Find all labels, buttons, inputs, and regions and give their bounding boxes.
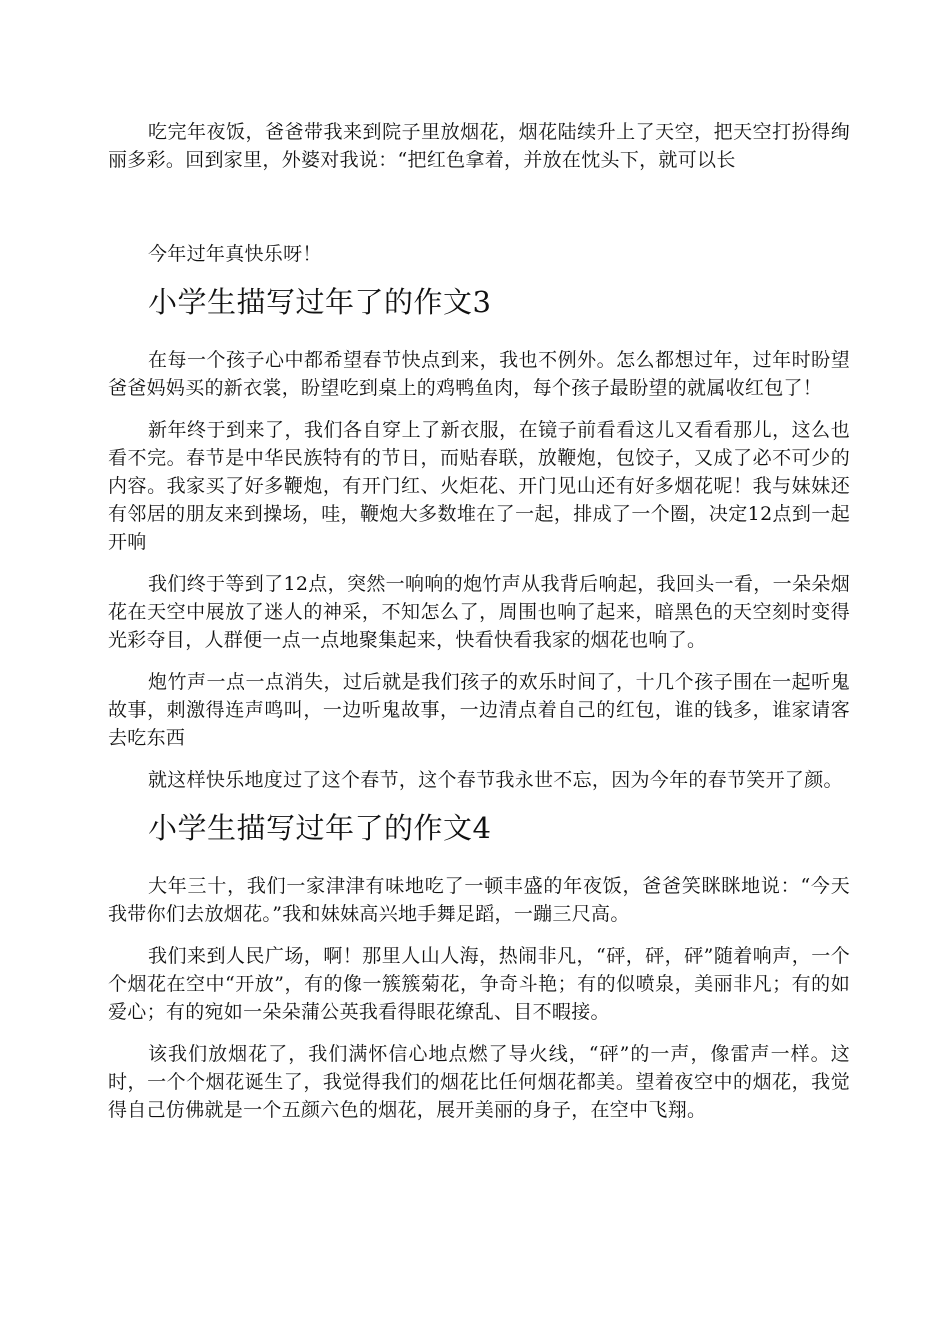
- intro-closing-paragraph: 今年过年真快乐呀！: [148, 243, 322, 265]
- section-3-paragraph-1: 在每一个孩子心中都希望春节快点到来，我也不例外。怎么都想过年，过年时盼望爸爸妈妈买的新衣裳，盼望吃到桌上的鸡鸭鱼肉，每个孩子最盼望的就属收红包了！: [108, 349, 850, 399]
- section-3-paragraph-4: 炮竹声一点一点消失，过后就是我们孩子的欢乐时间了，十几个孩子围在一起听鬼故事，刺激得连声鸣叫，一边听鬼故事，一边清点着自己的红包，谁的钱多，谁家请客去吃东西: [108, 671, 850, 749]
- section-3-title: 小学生描写过年了的作文3: [148, 285, 492, 319]
- page-gap: [108, 188, 850, 240]
- intro-paragraph: 吃完年夜饭，爸爸带我来到院子里放烟花，烟花陆续升上了天空，把天空打扮得绚丽多彩。回到家里，外婆对我说：“把红色拿着，并放在忱头下，就可以长: [108, 121, 850, 171]
- section-4-paragraph-3: 该我们放烟花了，我们满怀信心地点燃了导火线，“砰”的一声，像雷声一样。这时，一个个烟花诞生了，我觉得我们的烟花比任何烟花都美。望着夜空中的烟花，我觉得自己仿佛就是一个五颜六色的烟花，展开美丽的身子，在空中飞翔。: [108, 1043, 850, 1121]
- document-page: [108, 118, 850, 1138]
- section-3-paragraph-2: 新年终于到来了，我们各自穿上了新衣服，在镜子前看看这儿又看看那儿，这么也看不完。春节是中华民族特有的节日，而贴春联，放鞭炮，包饺子，又成了必不可少的内容。我家买了好多鞭炮，有开门红、火炬花、开门见山还有好多烟花呢！我与妹妹还有邻居的朋友来到操场，哇，鞭炮大多数堆在了一起，排成了一个圈，决定12点到一起开响: [108, 419, 850, 553]
- section-3-paragraph-3: 我们终于等到了12点，突然一响响的炮竹声从我背后响起，我回头一看，一朵朵烟花在天空中展放了迷人的神采，不知怎么了，周围也响了起来，暗黑色的天空刻时变得光彩夺目，人群便一点一点地聚集起来，快看快看我家的烟花也响了。: [108, 573, 850, 651]
- section-4-title: 小学生描写过年了的作文4: [148, 811, 492, 845]
- section-4-paragraph-2: 我们来到人民广场，啊！那里人山人海，热闹非凡，“砰，砰，砰”随着响声，一个个烟花在空中“开放”，有的像一簇簇菊花，争奇斗艳；有的似喷泉，美丽非凡；有的如爱心；有的宛如一朵朵蒲公英我看得眼花缭乱、目不暇接。: [108, 945, 850, 1023]
- section-4-paragraph-1: 大年三十，我们一家津津有味地吃了一顿丰盛的年夜饭，爸爸笑眯眯地说：“今天我带你们去放烟花。”我和妹妹高兴地手舞足蹈，一蹦三尺高。: [108, 875, 850, 925]
- section-3-paragraph-5: 就这样快乐地度过了这个春节，这个春节我永世不忘，因为今年的春节笑开了颜。: [148, 769, 843, 791]
